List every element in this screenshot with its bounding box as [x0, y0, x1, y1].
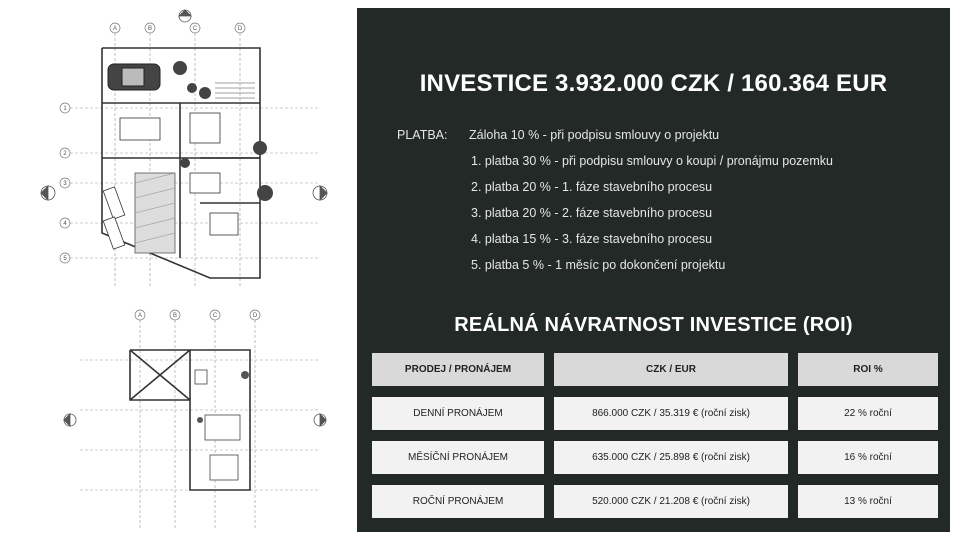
ground-floor-plan: [30, 8, 340, 298]
grid-label: B: [172, 313, 178, 319]
payment-item: 3. platba 20 % - 2. fáze stavebního procesu: [471, 206, 713, 220]
grid-label: D: [237, 26, 243, 32]
payment-deposit: Záloha 10 % - při podpisu smlouvy o projektu: [469, 128, 720, 142]
roi-cell-percent: 13 % roční: [798, 485, 938, 518]
roi-title: REÁLNÁ NÁVRATNOST INVESTICE (ROI): [454, 314, 853, 336]
payment-label: PLATBA:: [397, 128, 448, 142]
grid-label: A: [137, 313, 143, 319]
roi-cell-percent: 16 % roční: [798, 441, 938, 474]
roi-cell-amount: 635.000 CZK / 25.898 € (roční zisk): [554, 441, 788, 474]
grid-label: A: [112, 26, 118, 32]
payment-list: [471, 154, 833, 284]
roi-cell-percent: 22 % roční: [798, 397, 938, 430]
payment-item: 2. platba 20 % - 1. fáze stavebního procesu: [471, 180, 713, 194]
roi-header-amount: CZK / EUR: [554, 353, 788, 386]
grid-label: 5: [63, 256, 67, 262]
grid-label: 4: [63, 221, 67, 227]
roi-cell-type: ROČNÍ PRONÁJEM: [372, 485, 544, 518]
payment-item: 5. platba 5 % - 1 měsíc po dokončení projektu: [471, 258, 726, 272]
roi-cell-type: DENNÍ PRONÁJEM: [372, 397, 544, 430]
investment-panel: [357, 8, 950, 532]
grid-label: 3: [63, 181, 67, 187]
grid-label: B: [147, 26, 153, 32]
grid-label: C: [192, 26, 198, 32]
payment-item: 1. platba 30 % - při podpisu smlouvy o koupi / pronájmu pozemku: [471, 154, 833, 168]
payment-item: 4. platba 15 % - 3. fáze stavebního procesu: [471, 232, 713, 246]
grid-label: 1: [63, 106, 67, 112]
grid-label: 2: [63, 151, 67, 157]
roi-cell-amount: 866.000 CZK / 35.319 € (roční zisk): [554, 397, 788, 430]
roi-header-type: PRODEJ / PRONÁJEM: [372, 353, 544, 386]
roi-cell-type: MĚSÍČNÍ PRONÁJEM: [372, 441, 544, 474]
investment-title: INVESTICE 3.932.000 CZK / 160.364 EUR: [419, 70, 888, 97]
roi-cell-amount: 520.000 CZK / 21.208 € (roční zisk): [554, 485, 788, 518]
roof-floor-plan: [30, 300, 340, 540]
grid-label: D: [252, 313, 258, 319]
grid-label: C: [212, 313, 218, 319]
roi-header-percent: ROI %: [798, 353, 938, 386]
